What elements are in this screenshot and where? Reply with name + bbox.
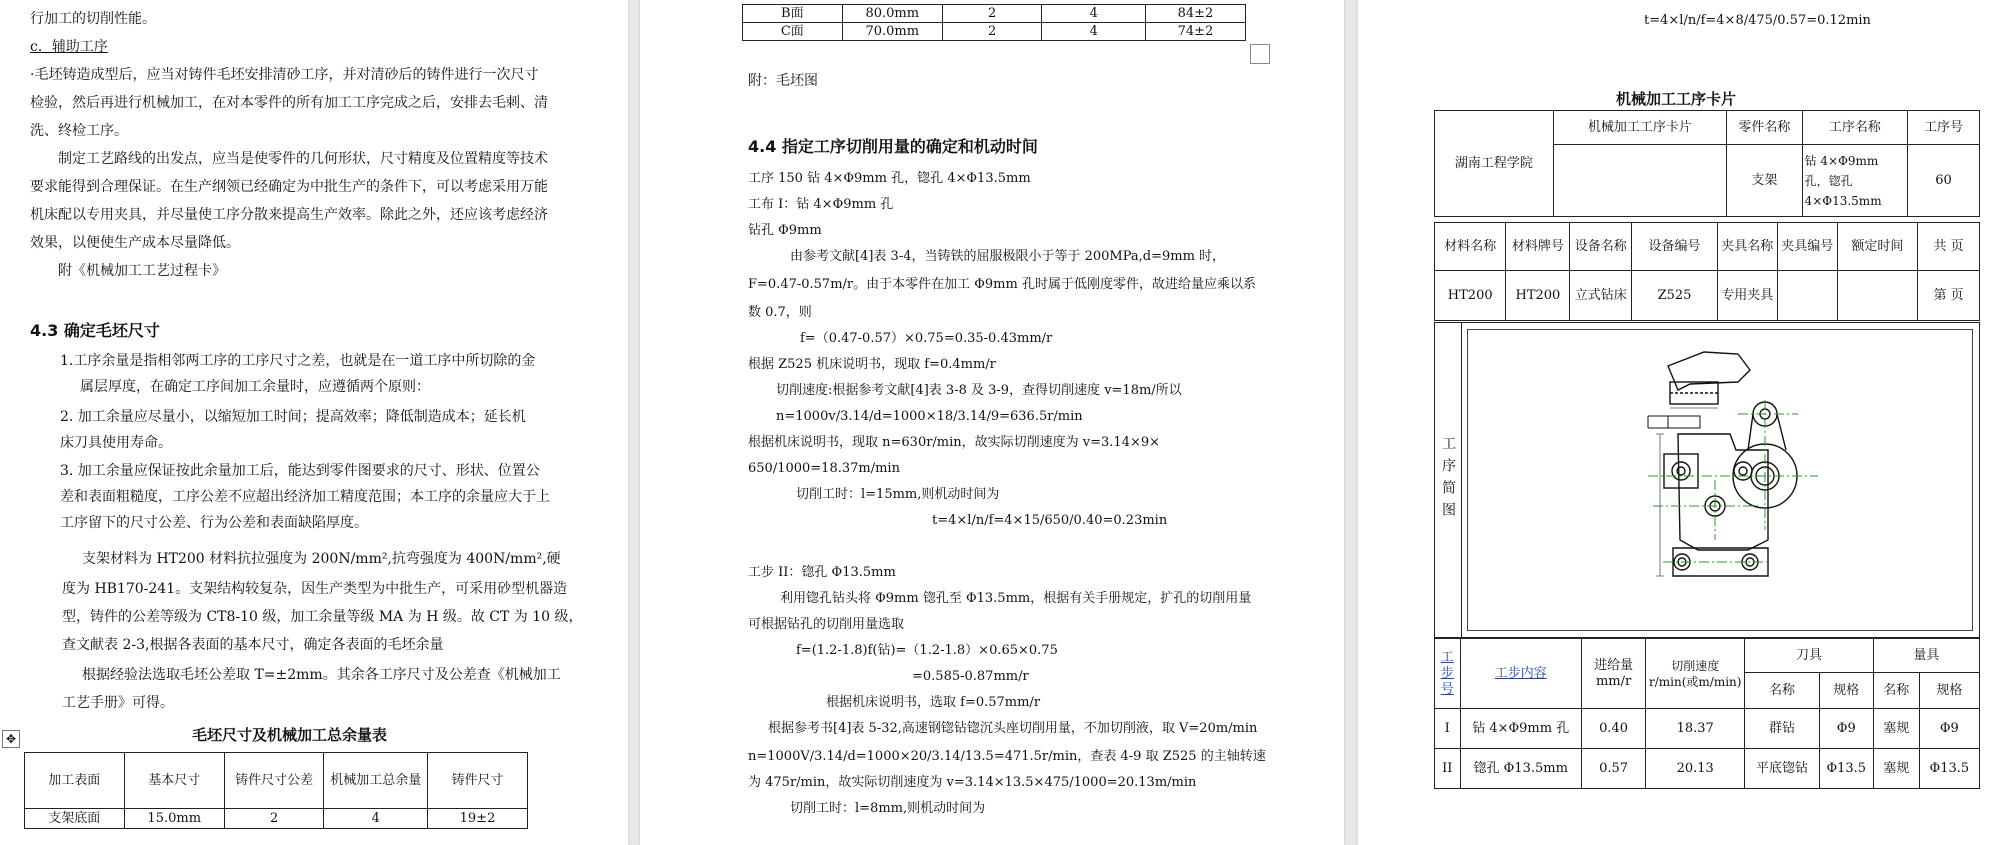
table-row	[743, 5, 1246, 23]
diagram-label: 工序简图	[1440, 436, 1456, 524]
card-title: 机械加工工序卡片	[1616, 90, 1737, 108]
table-cell: Φ13.5	[1819, 749, 1873, 789]
text-line: 钻孔 Φ9mm	[748, 223, 822, 238]
table-cell: 0.40	[1581, 709, 1645, 749]
table-cell: I	[1435, 709, 1461, 749]
text-line: 制定工艺路线的出发点，应当是使零件的几何形状，尺寸精度及位置精度等技术	[58, 151, 548, 167]
table-header-cell: 工步内容	[1460, 639, 1581, 709]
table-row	[1435, 749, 1980, 789]
allowance-table-continued	[742, 4, 1246, 41]
table-cell: 第 页	[1918, 271, 1980, 321]
text-line: 检验，然后再进行机械加工，在对本零件的所有加工工序完成之后，安排去毛刺、清	[30, 95, 548, 111]
table-cell: 4	[324, 809, 428, 829]
text-line: 由参考文献[4]表 3-4，当铸铁的屈服极限小于等于 200MPa,d=9mm 时，	[790, 249, 1226, 264]
table-cell: Φ9	[1819, 709, 1873, 749]
table-cell: 4	[1042, 5, 1145, 23]
text-line: 切削工时：l=15mm,则机动时间为	[796, 487, 1000, 502]
table-cell: 2	[942, 5, 1042, 23]
process-number: 60	[1908, 145, 1980, 217]
table-cell: 专用夹具	[1717, 271, 1777, 321]
allowance-table	[24, 752, 528, 829]
table-cell: 20.13	[1646, 749, 1745, 789]
table-cell: 70.0mm	[842, 23, 942, 41]
table-header-cell: 机械加工工序卡片	[1553, 111, 1726, 145]
part-name: 支架	[1727, 145, 1802, 217]
table-header-cell: 工序号	[1908, 111, 1980, 145]
section-heading: 4.4 指定工序切削用量的确定和机动时间	[748, 137, 1038, 156]
table-header-cell: 铸件尺寸	[428, 753, 528, 809]
list-item: 1.工序余量是指相邻两工序的工序尺寸之差，也就是在一道工序中所切除的金	[60, 353, 536, 369]
process-diagram-area	[1434, 322, 1980, 638]
text-line: 机床配以专用夹具，并尽量使工序分散来提高生产效率。除此之外，还应该考虑经济	[30, 207, 548, 223]
formula: f=(1.2-1.8)f(钻)=（1.2-1.8）×0.65×0.75	[796, 643, 1058, 658]
text-line: 度为 HB170-241。支架结构较复杂，因生产类型为中批生产，可采用砂型机器造	[62, 581, 568, 597]
table-header-cell: 切削速度r/min(或m/min)	[1646, 639, 1745, 709]
list-item: 工序留下的尺寸公差、行为公差和表面缺陷厚度。	[60, 515, 368, 531]
table-header-cell: 加工表面	[25, 753, 125, 809]
table-cell: 80.0mm	[842, 5, 942, 23]
text-line: 利用锪孔钻头将 Φ9mm 锪孔至 Φ13.5mm，根据有关手册规定，扩孔的切削用量	[780, 591, 1252, 606]
table-resize-handle[interactable]	[1250, 44, 1270, 64]
part-drawing	[1468, 330, 1972, 630]
table-header-cell: 机械加工总余量	[324, 753, 428, 809]
table-cell	[1777, 271, 1837, 321]
table-header-cell: 工步号	[1435, 639, 1461, 709]
text-line: 工步 II：锪孔 Φ13.5mm	[748, 565, 896, 580]
table-row	[25, 809, 528, 829]
table-cell: 4	[1042, 23, 1145, 41]
text-line: 数 0.7，则	[748, 305, 812, 320]
table-cell: Φ9	[1919, 709, 1979, 749]
table-header-cell: 规格	[1819, 673, 1873, 709]
formula: t=4×l/n/f=4×15/650/0.40=0.23min	[932, 513, 1168, 528]
table-cell: 0.57	[1581, 749, 1645, 789]
table-header-cell: 名称	[1873, 673, 1919, 709]
text-line: 根据参考书[4]表 5-32,高速钢锪钻锪沉头座切削用量，不加切削液，取 V=20m/min	[768, 721, 1258, 736]
table-cell: II	[1435, 749, 1461, 789]
table-header-cell: 材料牌号	[1506, 223, 1570, 271]
document-page-3	[1358, 0, 2004, 845]
table-cell: 群钻	[1745, 709, 1820, 749]
table-header-cell: 工序名称	[1802, 111, 1908, 145]
text-line: 根据机床说明书，现取 n=630r/min，故实际切削速度为 v=3.14×9×	[748, 435, 1161, 450]
school-name: 湖南工程学院	[1435, 111, 1554, 217]
table-cell	[1837, 271, 1917, 321]
formula: t=4×l/n/f=4×8/475/0.57=0.12min	[1644, 13, 1871, 28]
text-line: 洗、终检工序。	[30, 123, 128, 139]
table-cell: 立式钻床	[1570, 271, 1632, 321]
text-line: 附《机械加工工艺过程卡》	[58, 263, 226, 279]
table-cell: 钻 4×Φ9mm 孔	[1460, 709, 1581, 749]
text-line: 工序 150 钻 4×Φ9mm 孔，锪孔 4×Φ13.5mm	[748, 171, 1031, 186]
table-cell: HT200	[1506, 271, 1570, 321]
list-item: 3. 加工余量应保证按此余量加工后，能达到零件图要求的尺寸、形状、位置公	[60, 463, 540, 479]
table-row	[1435, 709, 1980, 749]
material-table	[1434, 222, 1980, 321]
table-header-cell: 基本尺寸	[124, 753, 224, 809]
text-line: 切削速度:根据参考文献[4]表 3-8 及 3-9，查得切削速度 v=18m/所以	[776, 383, 1182, 398]
table-cell: 19±2	[428, 809, 528, 829]
table-header-cell: 铸件尺寸公差	[224, 753, 324, 809]
text-line: 可根据钻孔的切削用量选取	[748, 617, 905, 632]
text-line: 650/1000=18.37m/min	[748, 461, 900, 476]
table-header-cell: 进给量mm/r	[1581, 639, 1645, 709]
table-cell: 锪孔 Φ13.5mm	[1460, 749, 1581, 789]
list-item: 差和表面粗糙度，工序公差不应超出经济加工精度范围；本工序的余量应大于上	[60, 489, 550, 505]
table-cell: HT200	[1435, 271, 1506, 321]
table-cell: 74±2	[1145, 23, 1245, 41]
table-header-cell: 设备名称	[1570, 223, 1632, 271]
document-page-1	[0, 0, 628, 845]
table-header-cell: 量具	[1873, 639, 1979, 673]
text-line: ·毛坯铸造成型后，应当对铸件毛坯安排清砂工序，并对清砂后的铸件进行一次尺寸	[30, 67, 539, 83]
table-cell: 15.0mm	[124, 809, 224, 829]
text-line: 附：毛坯图	[748, 73, 818, 89]
list-item: 属层厚度，在确定工序间加工余量时，应遵循两个原则：	[80, 379, 430, 395]
table-header-cell: 材料名称	[1435, 223, 1506, 271]
section-heading: 4.3 确定毛坯尺寸	[30, 321, 160, 340]
table-header-cell: 规格	[1919, 673, 1979, 709]
text-line: 工艺手册》可得。	[62, 695, 174, 711]
text-line: 工布 I：钻 4×Φ9mm 孔	[748, 197, 894, 212]
table-cell: 18.37	[1646, 709, 1745, 749]
text-line: n=1000V/3.14/d=1000×20/3.14/13.5=471.5r/min，查表 4-9 取 Z525 的主轴转速	[748, 749, 1266, 764]
table-header-cell: 共 页	[1918, 223, 1980, 271]
subheading: c．辅助工序	[30, 39, 108, 55]
table-cell: Φ13.5	[1919, 749, 1979, 789]
process-steps-table	[1434, 638, 1980, 789]
formula: n=1000v/3.14/d=1000×18/3.14/9=636.5r/min	[776, 409, 1083, 424]
process-name: 钻 4×Φ9mm 孔，锪孔 4×Φ13.5mm	[1802, 145, 1908, 217]
table-cell: 平底锪钻	[1745, 749, 1820, 789]
diagram-frame	[1467, 329, 1973, 631]
table-cell: 84±2	[1145, 5, 1245, 23]
table-header-cell: 名称	[1745, 673, 1820, 709]
table-cell: 塞规	[1873, 749, 1919, 789]
text-line: 效果，以便使生产成本尽量降低。	[30, 235, 240, 251]
text-line: 型，铸件的公差等级为 CT8-10 级，加工余量等级 MA 为 H 级。故 CT 为 10 级，	[62, 609, 583, 625]
table-cell: 2	[942, 23, 1042, 41]
table-header-cell: 零件名称	[1727, 111, 1802, 145]
table-row	[743, 23, 1246, 41]
text-line: F=0.47-0.57m/r。由于本零件在加工 Φ9mm 孔时属于低刚度零件，故进给量应乘以系	[748, 277, 1256, 292]
text-line: 支架材料为 HT200 材料抗拉强度为 200N/mm²,抗弯强度为 400N/mm²,硬	[82, 551, 561, 567]
table-cell: 支架底面	[25, 809, 125, 829]
table-header-cell: 夹具编号	[1777, 223, 1837, 271]
table-title: 毛坯尺寸及机械加工总余量表	[192, 726, 388, 744]
table-header-cell: 额定时间	[1837, 223, 1917, 271]
table-cell: C面	[743, 23, 843, 41]
text-line: 根据经验法选取毛坯公差取 T=±2mm。其余各工序尺寸及公差查《机械加工	[82, 667, 561, 683]
table-header-cell: 夹具名称	[1717, 223, 1777, 271]
text-line: 为 475r/min，故实际切削速度为 v=3.14×13.5×475/1000=20.13m/min	[748, 775, 1197, 790]
text-line: 根据 Z525 机床说明书，现取 f=0.4mm/r	[748, 357, 996, 372]
list-item: 床刀具使用寿命。	[60, 435, 172, 451]
table-cell: Z525	[1632, 271, 1718, 321]
table-header-cell: 设备编号	[1632, 223, 1718, 271]
crop-mark	[6, 792, 25, 810]
process-card-header-table	[1434, 110, 1980, 217]
table-header-cell: 刀具	[1745, 639, 1874, 673]
table-row	[1435, 271, 1980, 321]
text-line: 行加工的切削性能。	[30, 11, 156, 27]
text-line: 要求能得到合理保证。在生产纲领已经确定为中批生产的条件下，可以考虑采用万能	[30, 179, 548, 195]
table-cell: 2	[224, 809, 324, 829]
table-cell: 塞规	[1873, 709, 1919, 749]
table-cell: B面	[743, 5, 843, 23]
text-line: 根据机床说明书，选取 f=0.57mm/r	[826, 695, 1041, 710]
text-line: 切削工时：l=8mm,则机动时间为	[790, 801, 986, 816]
list-item: 2. 加工余量应尽量小，以缩短加工时间；提高效率；降低制造成本；延长机	[60, 409, 526, 425]
table-move-handle-icon[interactable]: ✥	[2, 730, 20, 748]
text-line: 查文献表 2-3,根据各表面的基本尺寸，确定各表面的毛坯余量	[62, 637, 444, 653]
formula: =0.585-0.87mm/r	[912, 669, 1029, 684]
document-page-2	[640, 0, 1344, 845]
formula: f=（0.47-0.57）×0.75=0.35-0.43mm/r	[800, 331, 1053, 346]
